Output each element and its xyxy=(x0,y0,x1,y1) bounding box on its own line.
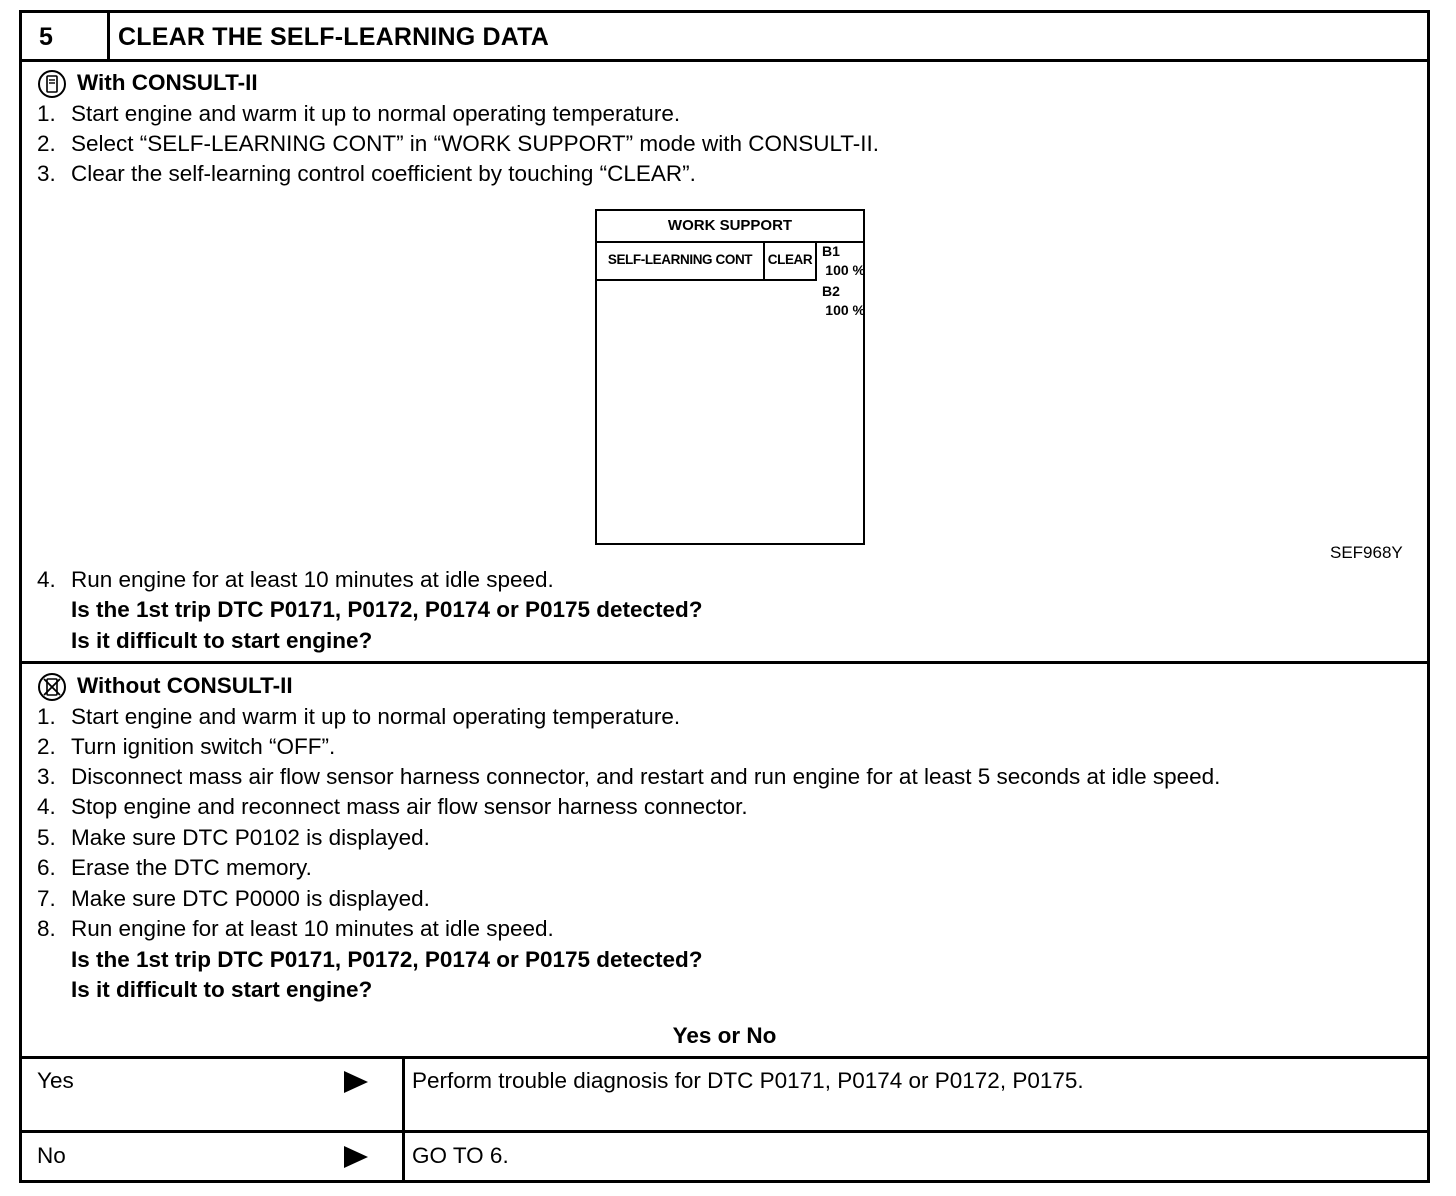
step-text: Make sure DTC P0102 is displayed. xyxy=(71,825,430,850)
step-index: 8. xyxy=(37,916,56,941)
decision-row-divider xyxy=(22,1130,1427,1133)
step-text: Stop engine and reconnect mass air flow sensor harness connector. xyxy=(71,794,748,819)
b1-label: B1 xyxy=(822,243,840,259)
b1-value: 100 % xyxy=(825,262,865,278)
step-index: 3. xyxy=(37,764,56,789)
step-title: CLEAR THE SELF-LEARNING DATA xyxy=(118,23,550,51)
question-text: Is the 1st trip DTC P0171, P0172, P0174 or P0175 detected? xyxy=(71,597,703,622)
decision-table-top xyxy=(22,1056,1427,1059)
step-text: Start engine and warm it up to normal operating temperature. xyxy=(71,101,681,126)
procedure-frame xyxy=(19,10,1430,1183)
step-text: Start engine and warm it up to normal operating temperature. xyxy=(71,704,681,729)
step-index: 1. xyxy=(37,101,56,126)
without-consult-heading: Without CONSULT-II xyxy=(77,673,293,698)
action-text: GO TO 6. xyxy=(412,1143,509,1168)
clear-button: CLEAR xyxy=(765,241,817,281)
right-arrow-icon xyxy=(344,1071,368,1093)
decision-column-divider xyxy=(402,1056,405,1180)
step-text: Clear the self-learning control coefficient by touching “CLEAR”. xyxy=(71,161,696,186)
answer-label: Yes xyxy=(37,1068,74,1093)
question-text: Is it difficult to start engine? xyxy=(71,628,373,653)
section-divider xyxy=(22,661,1427,664)
answer-label: No xyxy=(37,1143,66,1168)
step-index: 5. xyxy=(37,825,56,850)
step-header xyxy=(22,13,1427,62)
step-index: 7. xyxy=(37,886,56,911)
consult-tester-icon xyxy=(38,70,66,98)
step-index: 2. xyxy=(37,131,56,156)
with-consult-heading: With CONSULT-II xyxy=(77,70,258,95)
step-text: Erase the DTC memory. xyxy=(71,855,312,880)
right-arrow-icon xyxy=(344,1146,368,1168)
b2-value: 100 % xyxy=(825,302,865,318)
step-index: 2. xyxy=(37,734,56,759)
work-support-screen-figure xyxy=(595,209,865,545)
step-text: Turn ignition switch “OFF”. xyxy=(71,734,336,759)
step-index: 3. xyxy=(37,161,56,186)
step-index: 4. xyxy=(37,567,56,592)
step-text: Run engine for at least 10 minutes at idle speed. xyxy=(71,916,554,941)
action-text: Perform trouble diagnosis for DTC P0171, P0174 or P0172, P0175. xyxy=(412,1068,1084,1093)
step-text: Disconnect mass air flow sensor harness connector, and restart and run engine for at least 5 seconds at idle speed. xyxy=(71,764,1221,789)
figure-id: SEF968Y xyxy=(1330,543,1403,562)
self-learning-cont-item: SELF-LEARNING CONT xyxy=(597,241,765,281)
b2-label: B2 xyxy=(822,283,840,299)
step-number: 5 xyxy=(22,13,110,59)
decision-prompt: Yes or No xyxy=(672,1023,777,1048)
step-index: 6. xyxy=(37,855,56,880)
question-text: Is the 1st trip DTC P0171, P0172, P0174 or P0175 detected? xyxy=(71,947,703,972)
step-text: Run engine for at least 10 minutes at idle speed. xyxy=(71,567,554,592)
step-text: Make sure DTC P0000 is displayed. xyxy=(71,886,430,911)
no-consult-icon xyxy=(38,673,66,701)
step-index: 1. xyxy=(37,704,56,729)
screen-title: WORK SUPPORT xyxy=(597,211,863,243)
step-text: Select “SELF-LEARNING CONT” in “WORK SUPPORT” mode with CONSULT-II. xyxy=(71,131,880,156)
question-text: Is it difficult to start engine? xyxy=(71,977,373,1002)
step-index: 4. xyxy=(37,794,56,819)
